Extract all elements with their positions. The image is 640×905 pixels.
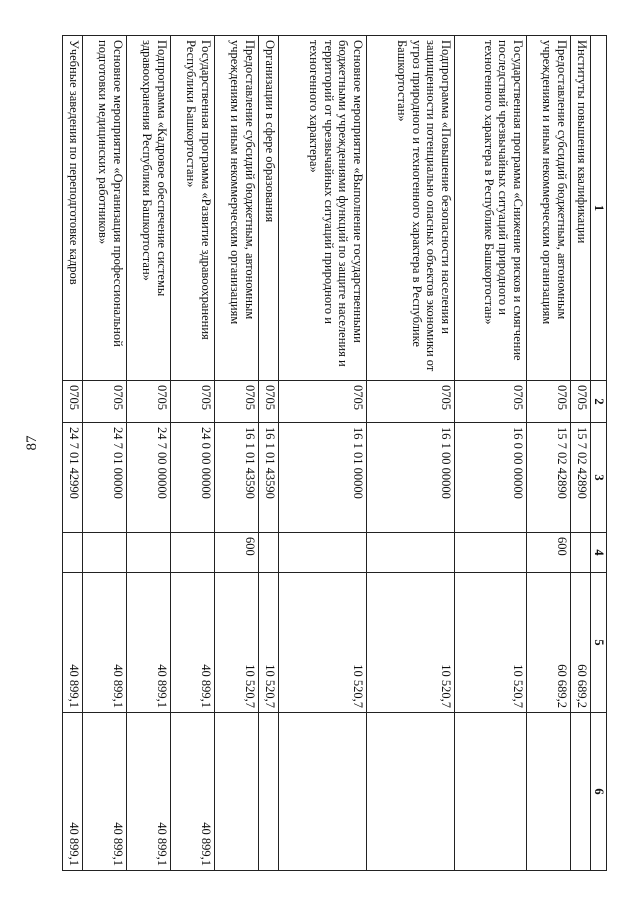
table-cell: 16 1 01 00000 bbox=[279, 423, 367, 533]
table-cell bbox=[259, 713, 279, 871]
table-cell: 0705 bbox=[215, 381, 259, 423]
table-row bbox=[455, 36, 527, 871]
table-cell: Учебные заведения по переподготовке кадров bbox=[63, 36, 83, 381]
table-row bbox=[83, 36, 127, 871]
table-cell: 40 899,1 bbox=[127, 713, 171, 871]
header-cell: 3 bbox=[591, 423, 607, 533]
table-cell: 0705 bbox=[279, 381, 367, 423]
table-cell: 40 899,1 bbox=[63, 573, 83, 713]
table-cell: 40 899,1 bbox=[127, 573, 171, 713]
table-cell bbox=[63, 533, 83, 573]
table-cell: 10 520,7 bbox=[455, 573, 527, 713]
header-cell: 6 bbox=[591, 713, 607, 871]
table-cell: 10 520,7 bbox=[367, 573, 455, 713]
table-cell bbox=[527, 713, 571, 871]
table-cell bbox=[83, 533, 127, 573]
table-cell: 0705 bbox=[367, 381, 455, 423]
header-cell: 5 bbox=[591, 573, 607, 713]
table-cell: 15 7 02 42890 bbox=[527, 423, 571, 533]
table-cell: Государственная программа «Снижение рисков и смягчение последствий чрезвычайных ситуаций природного и техногенного характера в Республике Башкортостан» bbox=[455, 36, 527, 381]
table-cell: 10 520,7 bbox=[215, 573, 259, 713]
table-cell: Основное мероприятие «Организация профессиональной подготовки медицинских работников» bbox=[83, 36, 127, 381]
table-cell: 24 7 00 00000 bbox=[127, 423, 171, 533]
table-row bbox=[527, 36, 571, 871]
header-cell: 2 bbox=[591, 381, 607, 423]
table-row bbox=[171, 36, 215, 871]
table-cell: 16 1 00 00000 bbox=[367, 423, 455, 533]
table-cell: 10 520,7 bbox=[279, 573, 367, 713]
table-cell bbox=[367, 533, 455, 573]
table-cell bbox=[279, 533, 367, 573]
table-cell: 600 bbox=[527, 533, 571, 573]
budget-table bbox=[62, 35, 607, 871]
table-cell: 15 7 02 42890 bbox=[571, 423, 591, 533]
table-body bbox=[63, 36, 591, 871]
table-cell bbox=[571, 533, 591, 573]
table-cell bbox=[279, 713, 367, 871]
table-cell bbox=[455, 713, 527, 871]
table-cell: 60 689,2 bbox=[527, 573, 571, 713]
table-row bbox=[259, 36, 279, 871]
table-row bbox=[279, 36, 367, 871]
header-cell: 4 bbox=[591, 533, 607, 573]
table-cell: 40 899,1 bbox=[83, 713, 127, 871]
table-cell: 0705 bbox=[455, 381, 527, 423]
table-cell: 16 1 01 43590 bbox=[259, 423, 279, 533]
table-cell: Подпрограмма «Повышение безопасности населения и защищенности потенциально опасных объектов экономики от угроз природного и техногенного характера в Республике Башкортостан» bbox=[367, 36, 455, 381]
table-cell: 24 7 01 42990 bbox=[63, 423, 83, 533]
table-cell: 0705 bbox=[171, 381, 215, 423]
table-cell: 0705 bbox=[63, 381, 83, 423]
table-cell: 24 0 00 00000 bbox=[171, 423, 215, 533]
table-cell bbox=[171, 533, 215, 573]
table-cell: 0705 bbox=[527, 381, 571, 423]
table-cell: 40 899,1 bbox=[63, 713, 83, 871]
table-cell: 24 7 01 00000 bbox=[83, 423, 127, 533]
table-cell: Основное мероприятие «Выполнение государственными бюджетными учреждениями функций по защите населения и территорий от чрезвычайных ситуаций природного и техногенного характера» bbox=[279, 36, 367, 381]
table-row bbox=[63, 36, 83, 871]
table-cell: 40 899,1 bbox=[171, 713, 215, 871]
table-cell: 16 1 01 43590 bbox=[215, 423, 259, 533]
table-row bbox=[367, 36, 455, 871]
table-cell: 60 689,2 bbox=[571, 573, 591, 713]
table-cell: Предоставление субсидий бюджетным, автономным учреждениям и иным некоммерческим организациям bbox=[527, 36, 571, 381]
table-header-row bbox=[591, 36, 607, 871]
table-cell: Государственная программа «Развитие здравоохранения Республики Башкортостан» bbox=[171, 36, 215, 381]
page-number: 87 bbox=[24, 435, 40, 451]
table-cell bbox=[259, 533, 279, 573]
table-row bbox=[215, 36, 259, 871]
table-cell: 0705 bbox=[259, 381, 279, 423]
table-row bbox=[571, 36, 591, 871]
table-cell: Подпрограмма «Кадровое обеспечение системы здравоохранения Республики Башкортостан» bbox=[127, 36, 171, 381]
table-cell: Организации в сфере образования bbox=[259, 36, 279, 381]
table-cell: 0705 bbox=[127, 381, 171, 423]
header-cell: 1 bbox=[591, 36, 607, 381]
table-cell bbox=[367, 713, 455, 871]
table-cell: 0705 bbox=[83, 381, 127, 423]
table-cell bbox=[455, 533, 527, 573]
table-cell: 10 520,7 bbox=[259, 573, 279, 713]
rotated-table-container bbox=[66, 35, 607, 870]
table-cell: 600 bbox=[215, 533, 259, 573]
table-cell: 40 899,1 bbox=[83, 573, 127, 713]
table-cell: 0705 bbox=[571, 381, 591, 423]
table-cell bbox=[215, 713, 259, 871]
table-cell: 40 899,1 bbox=[171, 573, 215, 713]
table-cell: Предоставление субсидий бюджетным, автономным учреждениям и иным некоммерческим организациям bbox=[215, 36, 259, 381]
table-row bbox=[127, 36, 171, 871]
table-cell: 16 0 00 00000 bbox=[455, 423, 527, 533]
table-cell bbox=[571, 713, 591, 871]
table-cell bbox=[127, 533, 171, 573]
table-cell: Институты повышения квалификации bbox=[571, 36, 591, 381]
